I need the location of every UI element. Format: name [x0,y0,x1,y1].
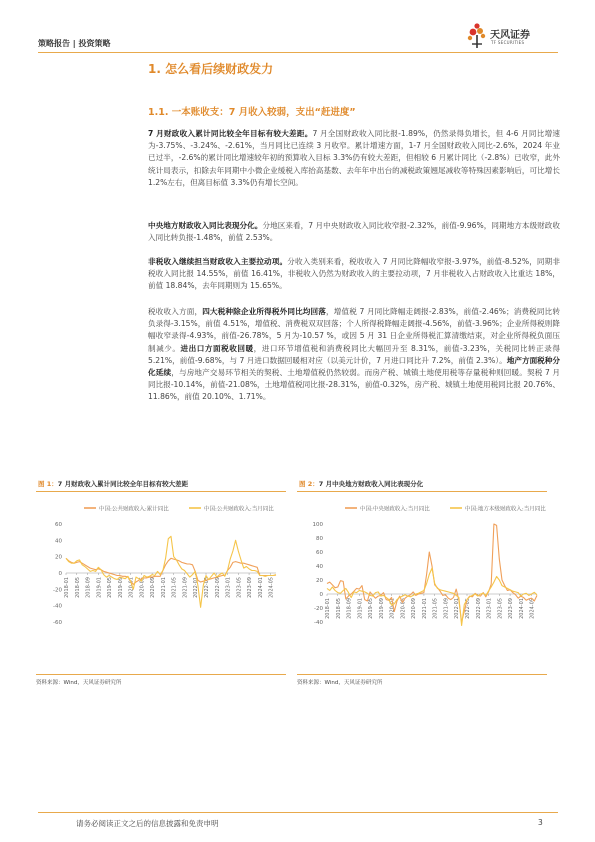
figure-1-title [36,479,286,492]
section-title: 1. 怎么看后续财政发力 [148,62,274,76]
x-tick-7: 2020-05 [139,577,146,598]
figure-2-chart [297,494,547,674]
figure-1-prefix: 图 1： [38,480,58,488]
y-tick-1: -40 [53,603,62,610]
y-tick-0: -60 [53,620,62,626]
x-tick-14: 2022-09 [475,598,482,619]
x-tick-9: 2021-01 [160,577,167,598]
x-tick-13: 2022-05 [465,598,471,619]
x-tick-14: 2022-09 [214,577,221,598]
legend-label-1: 中国:公共财政收入:当月同比 [204,506,274,513]
y-tick-3: 0 [58,571,62,577]
x-tick-5: 2019-09 [378,598,385,619]
x-tick-11: 2021-09 [182,577,189,598]
paragraph-2-text: 分地区来看，7 月中央财政收入同比收窄报-2.32%，前值-9.96%，同期地方本级财政收入同比转负报-1.48%，前值 2.53%。 [148,221,561,243]
paragraph-1-lead: 7 月财政收入累计同比较全年目标有较大差距。 [148,129,313,138]
x-tick-2: 2018-09 [346,598,353,619]
paragraph-3 [148,256,560,293]
footer-disclaimer: 请务必阅读正文之后的信息披露和免责申明 [76,819,219,828]
y-tick-5: 60 [316,550,323,556]
header-divider [38,52,558,53]
x-tick-17: 2023-09 [247,577,254,598]
x-tick-12: 2022-01 [454,598,461,619]
subsection-title: 1.1. 一本账收支：7 月收入较弱，支出“赶进度” [148,107,356,118]
x-tick-1: 2018-05 [335,598,342,619]
paragraph-4-text-4: ，与房地产交易环节相关的契税、土地增值税仍然较弱。而房产税、城镇土地使用税等存量税种则回暖。契税 7 月同比报-10.14%，前值-21.08%，土地增值税同比报-28.31%，前值-0.32%，房产税、城镇土地使用税同比报 20.76%、11.86%，前值 20.10%、1.71%。 [148,368,561,402]
page-number: 3 [538,818,543,827]
figure-2-prefix: 图 2： [299,480,319,488]
x-tick-11: 2021-09 [443,598,450,619]
figure-2-title-text: 7 月中央地方财政收入同比表现分化 [318,480,424,488]
x-tick-10: 2021-05 [171,577,178,598]
x-tick-6: 2020-01 [389,598,396,619]
x-tick-19: 2024-05 [529,598,536,619]
x-tick-5: 2019-09 [117,577,124,598]
x-tick-6: 2020-01 [128,577,135,598]
y-tick-3: 20 [316,578,323,584]
paragraph-2 [148,220,560,244]
x-tick-13: 2022-05 [204,577,210,598]
x-tick-2: 2018-09 [85,577,92,598]
y-tick-1: -20 [314,606,323,612]
y-tick-7: 100 [312,522,323,528]
x-tick-0: 2018-01 [64,577,70,598]
x-tick-4: 2019-05 [107,577,114,598]
x-tick-1: 2018-05 [74,577,81,598]
x-tick-15: 2023-01 [486,598,493,619]
x-tick-4: 2019-05 [368,598,375,619]
x-tick-3: 2019-01 [96,577,103,598]
figure-1-source: 资料来源：Wind，天风证券研究所 [36,674,286,686]
x-tick-10: 2021-05 [432,598,439,619]
y-tick-6: 80 [316,536,323,542]
figure-2-title [297,479,547,492]
paragraph-3-lead: 非税收入继续担当财政收入主要拉动项。 [148,257,288,266]
x-tick-8: 2020-09 [150,577,157,598]
paragraph-4-lead-3: 地产方面税种分化延续 [148,355,560,378]
y-tick-4: 40 [316,564,323,570]
x-tick-15: 2023-01 [225,577,232,598]
figure-1-chart [36,494,286,674]
figure-2 [297,479,547,686]
figure-1 [36,479,286,686]
x-tick-3: 2019-01 [357,598,364,619]
paragraph-3-text: 分收入类别来看，税收收入 7 月同比降幅收窄报-3.97%，前值-8.52%，同期非税收入同比报 14.55%，前值 16.41%，非税收入仍然为财政收入的主要拉动项，7 月非税收入占财政收入比重达 18%，前值 18.84%，去年同期则为 15.65%。 [148,257,561,291]
x-tick-18: 2024-01 [257,577,264,598]
paragraph-4-lead-1: 四大税种除企业所得税外同比均回落 [202,307,327,316]
x-tick-18: 2024-01 [518,598,525,619]
company-logo [464,22,564,52]
paragraph-4-text-3: ，进口环节增值税和消费税同比大幅回升至 8.31%，前值-3.23%，关税同比转正录得 5.21%，前值-9.68%，与 7 月进口数据回暖相对应（以美元计价，7 月进口同比升 7.2%，前值 2.3%）。 [148,343,561,365]
legend-label-1: 中国:地方本级财政收入:当月同比 [465,506,546,513]
x-tick-8: 2020-09 [411,598,418,619]
paragraph-1 [148,128,560,189]
x-tick-0: 2018-01 [325,598,331,619]
x-tick-17: 2023-09 [508,598,515,619]
x-tick-16: 2023-05 [497,598,504,619]
y-tick-2: 0 [319,592,323,598]
tf-logo-icon [464,22,490,50]
y-tick-5: 40 [55,538,62,545]
y-tick-2: -20 [53,587,62,594]
figure-2-source: 资料来源：Wind，天风证券研究所 [297,674,547,686]
paragraph-4 [148,306,560,404]
x-tick-9: 2021-01 [421,598,428,619]
footer-divider [38,812,558,813]
legend-label-0: 中国:公共财政收入:累计同比 [99,506,169,513]
report-category: 策略报告 | 投资策略 [38,39,111,48]
paragraph-4-lead-2: 进出口方面税收回暖 [180,343,254,353]
figure-1-title-text: 7 月财政收入累计同比较全年目标有较大差距 [57,480,189,488]
logo-name: 天风证券 [490,30,530,41]
paragraph-2-lead: 中央地方财政收入同比表现分化。 [148,221,263,230]
x-tick-19: 2024-05 [268,577,275,598]
x-tick-16: 2023-05 [236,577,243,598]
x-tick-7: 2020-05 [400,598,407,619]
legend-label-0: 中国:中央财政收入:当月同比 [360,506,430,513]
paragraph-4-text-1: 税收收入方面， [148,307,203,316]
paragraph-4-text-2: ，增值税 7 月同比降幅走阔报-2.83%，前值-2.46%；消费税同比转负录得-3.15%，前值 4.51%，增值税、消费税双双回落；个人所得税降幅走阔报-4.56%，前值-3.96%；企业所得税则降幅收窄录得-4.93%，前值-26.78%，5 月为-10.57 %，或因 5 月 31 日企业所得税汇算清缴结束，对企业所得税负面压制减少。 [148,307,560,353]
paragraph-1-text: 7 月全国财政收入同比报-1.89%，仍然录得负增长，但 4-6 月同比增速为-3.75%、-3.24%、-2.61%，当月同比已连续 3 月收窄。累计增速方面，1-7 月全国财政收入同比-2.6%，2024 年业已过半，-2.6%的累计同比增速较年初的预算收入目标 3.3%仍有较大差距，但相较 6 月累计同比（-2.8%）已收窄，此外统计局表示，扣除去年同期中小微企业缓税入库抬高基数、去年年中出台的减税政策翘尾减收等特殊因素影响后，可比增长 1.2%左右，但离目标值 3.3%仍有增长空间。 [148,129,560,187]
y-tick-6: 60 [55,522,62,528]
y-tick-4: 20 [55,554,62,561]
y-tick-0: -40 [314,620,323,626]
x-tick-12: 2022-01 [193,577,200,598]
logo-subtitle: TF SECURITIES [491,40,525,45]
